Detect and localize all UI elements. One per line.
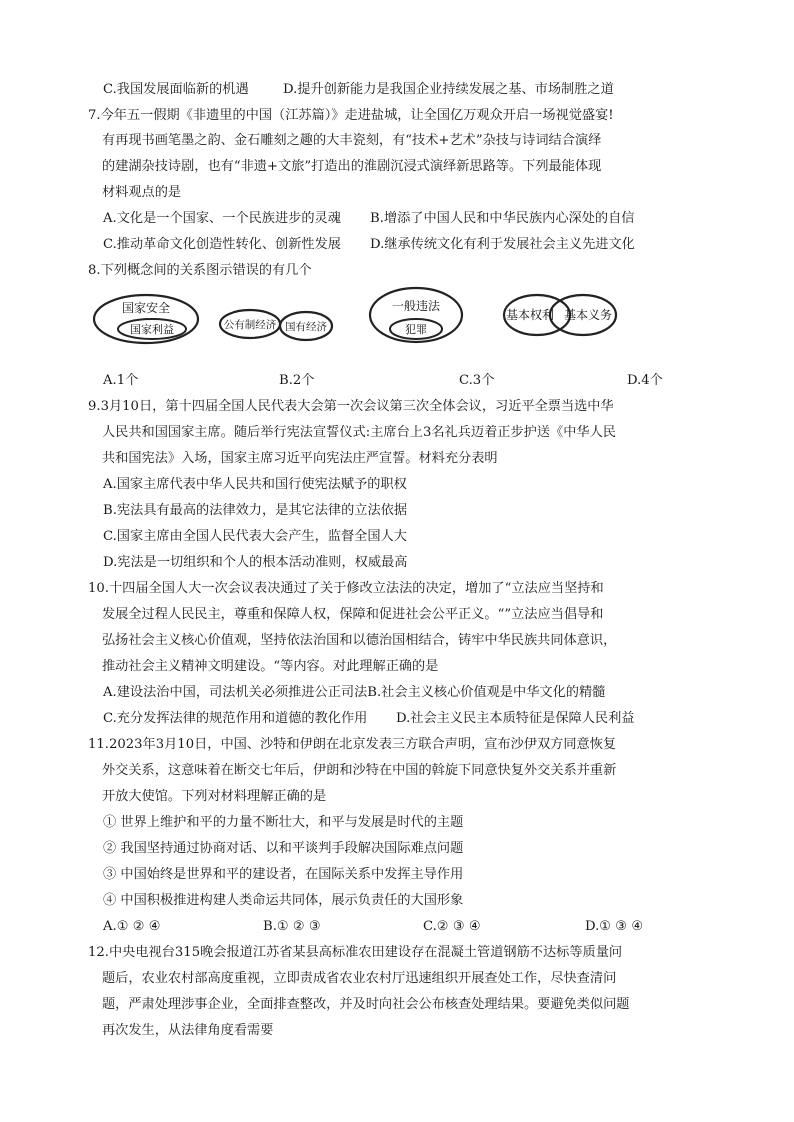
q11-stem-line-2: 外交关系，这意味着在断交七年后，伊朗和沙特在中国的斡旋下同意快复外交关系并重新: [102, 763, 617, 778]
q11-item-2: ② 我国坚持通过协商对话、以和平谈判手段解决国际难点问题: [103, 841, 464, 856]
q10-stem-line-1: 10.十四届全国人大一次会议表决通过了关于修改立法法的决定，增加了“立法应当坚持和: [88, 581, 604, 596]
q11-option-d: D.① ③ ④: [585, 919, 644, 934]
q7-option-a: A.文化是一个国家、一个民族进步的灵魂: [103, 211, 341, 226]
q10-option-c: C.充分发挥法律的规范作用和道德的教化作用: [103, 711, 368, 726]
q8-option-d: D.4个: [627, 373, 663, 388]
q11-option-c: C.② ③ ④: [423, 919, 481, 934]
q10-stem-line-3: 弘扬社会主义核心价值观，坚持依法治国和以德治国相结合，铸牢中华民族共同体意识，: [102, 633, 617, 648]
q9-option-b: B.宪法具有最高的法律效力，是其它法律的立法依据: [103, 503, 408, 518]
q11-item-1: ① 世界上维护和平的力量不断壮大，和平与发展是时代的主题: [103, 815, 464, 830]
q9-option-d: D.宪法是一切组织和个人的根本活动准则，权威最高: [103, 555, 408, 570]
q11-stem-line-1: 11.2023年3月10日，中国、沙特和伊朗在北京发表三方联合声明，宣布沙伊双方同意恢复: [88, 737, 617, 752]
q7-stem-line-4: 材料观点的是: [102, 185, 182, 200]
d3-outer-label: 一般违法: [391, 299, 441, 313]
q11-stem-line-3: 开放大使馆。下列对材料理解正确的是: [102, 789, 327, 804]
q8-stem: 8.下列概念间的关系图示错误的有几个: [88, 263, 312, 278]
d2-right-label: 国有经济: [285, 321, 327, 333]
q9-stem-line-3: 共和国宪法》入场，国家主席习近平向宪法庄严宣誓。材料充分表明: [102, 451, 498, 466]
q6-option-d: D.提升创新能力是我国企业持续发展之基、市场制胜之道: [283, 82, 614, 97]
q7-stem-line-1: 7.今年五一假期《非遗里的中国（江苏篇）》走进盐城，让全国亿万观众开启一场视觉盛宴!: [88, 108, 614, 123]
diagram-2: [220, 310, 332, 340]
diagram-3: [370, 288, 462, 342]
d1-outer-label: 国家安全: [121, 301, 171, 315]
q8-option-a: A.1个: [103, 373, 139, 388]
q11-option-a: A.① ② ④: [103, 919, 161, 934]
diagram-4: [504, 295, 616, 335]
q8-concept-diagrams: [80, 285, 680, 353]
d4-right-label: 基本义务: [563, 308, 613, 322]
d3-inner-label: 犯罪: [405, 323, 427, 336]
q7-stem-line-3: 的建湖杂技诗剧，也有“非遗+文旅”打造出的淮剧沉浸式演绎新思路等。下列最能体现: [102, 159, 602, 174]
q10-option-ab: A.建设法治中国，司法机关必须推进公正司法B.社会主义核心价值观是中华文化的精髓: [103, 685, 606, 700]
q11-item-3: ③ 中国始终是世界和平的建设者，在国际关系中发挥主导作用: [103, 867, 464, 882]
q10-stem-line-4: 推动社会主义精神文明建设。“等内容。对此理解正确的是: [102, 659, 439, 674]
q9-option-c: C.国家主席由全国人民代表大会产生，监督全国人大: [103, 529, 407, 544]
q8-option-c: C.3个: [459, 373, 495, 388]
q8-option-b: B.2个: [279, 373, 315, 388]
q7-option-b: B.增添了中国人民和中华民族内心深处的自信: [370, 211, 635, 226]
diagram-1: [94, 295, 198, 343]
d2-left-label: 公有制经济: [223, 319, 277, 331]
q12-stem-line-2: 题后，农业农村部高度重视，立即责成省农业农村厅迅速组织开展查处工作，尽快查清问: [102, 971, 617, 986]
d1-inner-label: 国家利益: [130, 323, 174, 336]
q7-option-c: C.推动革命文化创造性转化、创新性发展: [103, 237, 341, 252]
q10-stem-line-2: 发展全过程人民民主，尊重和保障人权，保障和促进社会公平正义。“”立法应当倡导和: [102, 607, 604, 622]
q11-item-4: ④ 中国积极推进构建人类命运共同体，展示负责任的大国形象: [103, 893, 464, 908]
q6-option-c: C.我国发展面临新的机遇: [103, 82, 249, 97]
q9-option-a: A.国家主席代表中华人民共和国行使宪法赋予的职权: [103, 477, 407, 492]
q11-option-b: B.① ② ③: [263, 919, 321, 934]
q10-option-d: D.社会主义民主本质特征是保障人民利益: [396, 711, 635, 726]
q12-stem-line-3: 题，严肃处理涉事企业，全面排查整改，并及时向社会公布核查处理结果。要避免类似问题: [102, 997, 630, 1012]
q12-stem-line-4: 再次发生，从法律角度看需要: [102, 1023, 274, 1038]
q9-stem-line-2: 人民共和国国家主席。随后举行宪法宣誓仪式:主席台上3名礼兵迈着正步护送《中华人民: [102, 425, 616, 440]
q7-stem-line-2: 有再现书画笔墨之韵、金石雕刻之趣的大丰瓷刻，有“技术+艺术”杂技与诗词结合演绎: [102, 133, 602, 148]
q7-option-d: D.继承传统文化有利于发展社会主义先进文化: [370, 237, 635, 252]
q9-stem-line-1: 9.3月10日，第十四届全国人民代表大会第一次会议第三次全体会议，习近平全票当选中华: [88, 399, 614, 414]
q12-stem-line-1: 12.中央电视台315晚会报道江苏省某县高标准农田建设存在混凝土管道钢筋不达标等质量问: [88, 945, 623, 960]
d4-left-label: 基本权利: [505, 308, 555, 322]
